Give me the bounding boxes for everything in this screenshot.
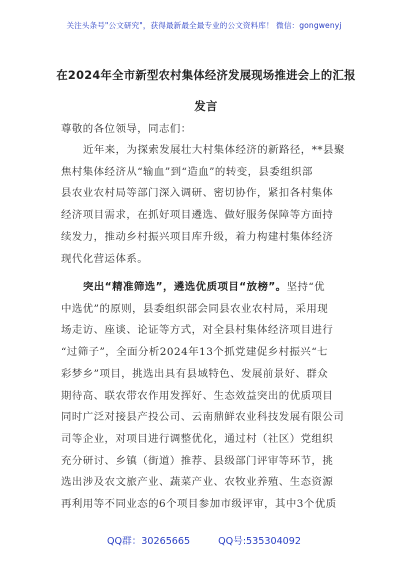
paragraph-line: 同时广泛对接县产投公司、云南鼎鲜农业科技发展有限公司 (61, 411, 345, 424)
paragraph-line: 彩梦乡”项目，挑选出具有县域特色、发展前景好、群众 (61, 367, 329, 380)
paragraph-line: 中选优”的原则，县委组织部会同县农业农村局，采用现 (61, 302, 329, 315)
paragraph-line: 现代化营运体系。 (61, 252, 149, 265)
paragraph-line-tail: 坚持“优 (286, 281, 326, 293)
paragraph-line: 场走访、座谈、论证等方式，对全县村集体经济项目进行 (61, 324, 334, 337)
paragraph-2 (61, 277, 353, 516)
paragraph-line: 经济项目需求，在抓好项目遴选、做好服务保障等方面持 (61, 209, 334, 222)
paragraph-line: 期待高、联农带农作用发挥好、生态效益突出的优质项目 (61, 389, 334, 402)
section-heading: 突出“精准筛选”，遴选优质项目“放榜”。 (83, 281, 287, 293)
paragraph-line: 再利用等不同业态的6个项目参加市级评审，其中3个优质 (61, 498, 337, 511)
paragraph-line: 选出涉及农文旅产业、蔬菜产业、农牧业养殖、生态资源 (61, 476, 334, 489)
greeting: 尊敬的各位领导，同志们： (61, 123, 192, 135)
paragraph-line: 近年来，为探索发展壮大村集体经济的新路径，**县聚 (83, 144, 345, 156)
paragraph-1 (61, 140, 353, 270)
qq-group: QQ群：30265665 (107, 536, 191, 547)
paragraph-line: “过筛子”，全面分析2024年13个抓党建促乡村振兴“七 (61, 346, 329, 359)
paragraph-line: 司等企业，对项目进行调整优化，通过村（社区）党组织 (61, 432, 334, 445)
footer-contact (0, 533, 408, 547)
paragraph-line: 充分研讨、乡镇（街道）推荐、县级部门评审等环节，挑 (61, 454, 334, 467)
qq-number: QQ号:535304092 (218, 536, 301, 547)
paragraph-line: 县农业农村局等部门深入调研、密切协作，紧扣各村集体 (61, 187, 334, 200)
paragraph-first-line (61, 277, 353, 299)
top-banner: 关注头条号"公文研究"，获得最新最全最专业的公文资料库！ 微信：gongwenyj (66, 21, 342, 30)
document-title (56, 60, 356, 122)
title-line-2: 发言 (194, 100, 218, 113)
paragraph-line: 续发力，推动乡村振兴项目库升级，着力构建村集体经济 (61, 230, 334, 243)
title-line-1: 在2024年全市新型农村集体经济发展现场推进会上的汇报 (56, 69, 356, 82)
paragraph-line: 焦村集体经济从“输血”到“造血”的转变，县委组织部 (61, 165, 313, 178)
